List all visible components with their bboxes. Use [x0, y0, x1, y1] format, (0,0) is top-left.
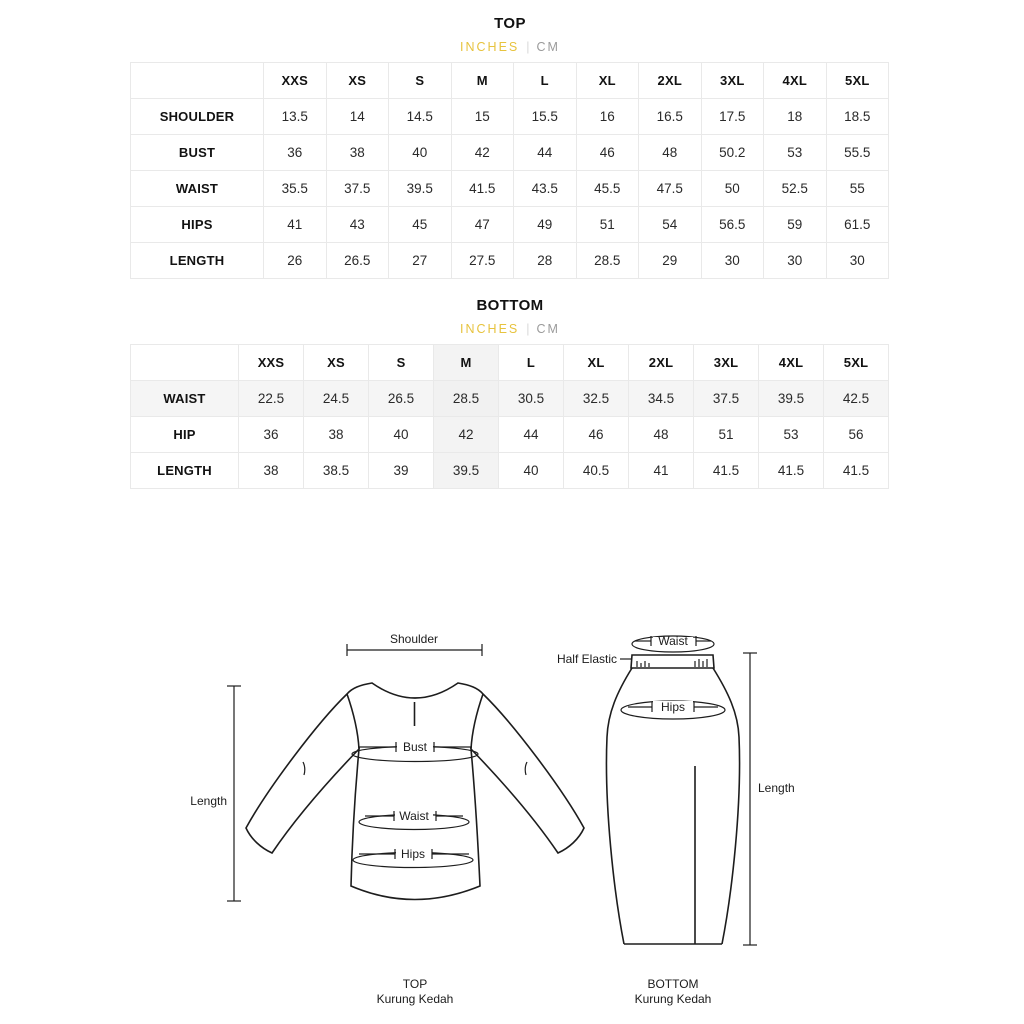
size-column-header: S: [389, 63, 452, 99]
blouse-left-seam: [347, 694, 359, 749]
size-column-header: S: [369, 345, 434, 381]
cm-toggle[interactable]: CM: [536, 40, 560, 54]
size-value-cell: 22.5: [239, 381, 304, 417]
top-section-title: TOP: [494, 15, 526, 32]
size-value-cell: 41.5: [451, 171, 514, 207]
bottom-section-title: BOTTOM: [476, 297, 544, 314]
bottom-caption-title: BOTTOM: [647, 977, 699, 991]
size-value-cell: 24.5: [304, 381, 369, 417]
size-value-cell: 40: [499, 453, 564, 489]
size-value-cell: 51: [576, 207, 639, 243]
size-value-cell: 27: [389, 243, 452, 279]
size-value-cell: 47.5: [639, 171, 702, 207]
size-value-cell: 48: [639, 135, 702, 171]
size-value-cell: 30.5: [499, 381, 564, 417]
size-value-cell: 37.5: [326, 171, 389, 207]
size-value-cell: 38: [326, 135, 389, 171]
size-value-cell: 53: [764, 135, 827, 171]
size-column-header: M: [451, 63, 514, 99]
size-value-cell: 59: [764, 207, 827, 243]
size-column-header: 3XL: [694, 345, 759, 381]
size-column-header: 5XL: [824, 345, 889, 381]
size-value-cell: 26.5: [369, 381, 434, 417]
measurement-row-label: HIP: [131, 417, 239, 453]
size-value-cell: 34.5: [629, 381, 694, 417]
size-value-cell: 40.5: [564, 453, 629, 489]
size-value-cell: 14: [326, 99, 389, 135]
size-column-header: L: [514, 63, 577, 99]
size-value-cell: 51: [694, 417, 759, 453]
cm-toggle[interactable]: CM: [536, 322, 560, 336]
size-column-header: 2XL: [629, 345, 694, 381]
top-length-measure-label: Length: [190, 794, 227, 808]
size-value-cell: 38.5: [304, 453, 369, 489]
size-value-cell: 47: [451, 207, 514, 243]
size-column-header: 4XL: [759, 345, 824, 381]
skirt-waist-measure-label: Waist: [658, 634, 688, 648]
size-value-cell: 42: [451, 135, 514, 171]
size-column-header: 2XL: [639, 63, 702, 99]
measurement-row-label: SHOULDER: [131, 99, 264, 135]
size-value-cell: 27.5: [451, 243, 514, 279]
size-value-cell: 43.5: [514, 171, 577, 207]
size-value-cell: 36: [239, 417, 304, 453]
size-value-cell: 42.5: [824, 381, 889, 417]
size-value-cell: 52.5: [764, 171, 827, 207]
size-value-cell: 46: [564, 417, 629, 453]
size-value-cell: 50: [701, 171, 764, 207]
skirt-right-edge: [713, 668, 740, 944]
size-value-cell: 37.5: [694, 381, 759, 417]
size-value-cell: 28.5: [434, 381, 499, 417]
size-value-cell: 53: [759, 417, 824, 453]
size-value-cell: 40: [389, 135, 452, 171]
skirt-left-edge: [606, 668, 632, 944]
size-column-header: 4XL: [764, 63, 827, 99]
size-value-cell: 16: [576, 99, 639, 135]
size-value-cell: 45: [389, 207, 452, 243]
waistband: [631, 655, 714, 668]
size-value-cell: 30: [764, 243, 827, 279]
bottom-caption-subtitle: Kurung Kedah: [634, 992, 712, 1006]
measurement-row-label: WAIST: [131, 381, 239, 417]
size-column-header: L: [499, 345, 564, 381]
size-value-cell: 54: [639, 207, 702, 243]
size-value-cell: 39.5: [434, 453, 499, 489]
size-column-header: XL: [564, 345, 629, 381]
unit-divider: |: [526, 322, 530, 336]
measurement-row-label: HIPS: [131, 207, 264, 243]
size-value-cell: 26: [264, 243, 327, 279]
size-value-cell: 44: [499, 417, 564, 453]
right-sleeve-fold: [525, 762, 527, 775]
size-value-cell: 28: [514, 243, 577, 279]
size-column-header: XS: [326, 63, 389, 99]
size-value-cell: 39.5: [389, 171, 452, 207]
size-value-cell: 42: [434, 417, 499, 453]
size-value-cell: 28.5: [576, 243, 639, 279]
size-value-cell: 38: [239, 453, 304, 489]
size-value-cell: 56: [824, 417, 889, 453]
size-value-cell: 41: [629, 453, 694, 489]
size-value-cell: 35.5: [264, 171, 327, 207]
size-column-header: XL: [576, 63, 639, 99]
size-value-cell: 26.5: [326, 243, 389, 279]
size-value-cell: 39: [369, 453, 434, 489]
size-value-cell: 18.5: [826, 99, 889, 135]
size-value-cell: 48: [629, 417, 694, 453]
size-value-cell: 39.5: [759, 381, 824, 417]
size-value-cell: 40: [369, 417, 434, 453]
measurement-row-label: LENGTH: [131, 243, 264, 279]
size-value-cell: 14.5: [389, 99, 452, 135]
measurement-row-label: WAIST: [131, 171, 264, 207]
size-column-header: 5XL: [826, 63, 889, 99]
top-waist-measure-label: Waist: [399, 809, 429, 823]
bottom-garment-drawing: [557, 634, 795, 1006]
size-value-cell: 41.5: [694, 453, 759, 489]
measurement-row-label: LENGTH: [131, 453, 239, 489]
size-value-cell: 50.2: [701, 135, 764, 171]
size-value-cell: 56.5: [701, 207, 764, 243]
top-caption-subtitle: Kurung Kedah: [376, 992, 454, 1006]
size-value-cell: 61.5: [826, 207, 889, 243]
measurement-row-label: BUST: [131, 135, 264, 171]
shoulder-measure-label: Shoulder: [389, 632, 439, 646]
size-value-cell: 15.5: [514, 99, 577, 135]
size-value-cell: 30: [701, 243, 764, 279]
top-caption-title: TOP: [402, 977, 428, 991]
size-value-cell: 49: [514, 207, 577, 243]
size-value-cell: 41.5: [824, 453, 889, 489]
size-value-cell: 30: [826, 243, 889, 279]
size-column-header: 3XL: [701, 63, 764, 99]
size-value-cell: 32.5: [564, 381, 629, 417]
size-column-header: XXS: [239, 345, 304, 381]
skirt-length-measure-label: Length: [758, 781, 795, 795]
size-value-cell: 13.5: [264, 99, 327, 135]
unit-divider: |: [526, 40, 530, 54]
left-sleeve-fold: [303, 762, 305, 775]
size-value-cell: 18: [764, 99, 827, 135]
inches-toggle[interactable]: INCHES: [460, 322, 520, 336]
size-value-cell: 29: [639, 243, 702, 279]
size-column-header: M: [434, 345, 499, 381]
size-value-cell: 15: [451, 99, 514, 135]
half-elastic-label: Half Elastic: [556, 652, 617, 666]
size-value-cell: 46: [576, 135, 639, 171]
top-garment-drawing: [190, 632, 584, 1006]
size-value-cell: 41.5: [759, 453, 824, 489]
size-value-cell: 44: [514, 135, 577, 171]
size-value-cell: 38: [304, 417, 369, 453]
size-value-cell: 36: [264, 135, 327, 171]
blouse-right-seam: [471, 694, 483, 749]
size-value-cell: 43: [326, 207, 389, 243]
size-column-header: XS: [304, 345, 369, 381]
bust-measure-label: Bust: [402, 740, 428, 754]
size-column-header: XXS: [264, 63, 327, 99]
size-value-cell: 41: [264, 207, 327, 243]
size-value-cell: 45.5: [576, 171, 639, 207]
skirt-hips-measure-label: Hips: [660, 700, 686, 714]
size-value-cell: 17.5: [701, 99, 764, 135]
inches-toggle[interactable]: INCHES: [460, 40, 520, 54]
top-hips-measure-label: Hips: [400, 847, 426, 861]
size-value-cell: 55.5: [826, 135, 889, 171]
elastic-ticks: [637, 659, 707, 667]
size-value-cell: 16.5: [639, 99, 702, 135]
size-value-cell: 55: [826, 171, 889, 207]
